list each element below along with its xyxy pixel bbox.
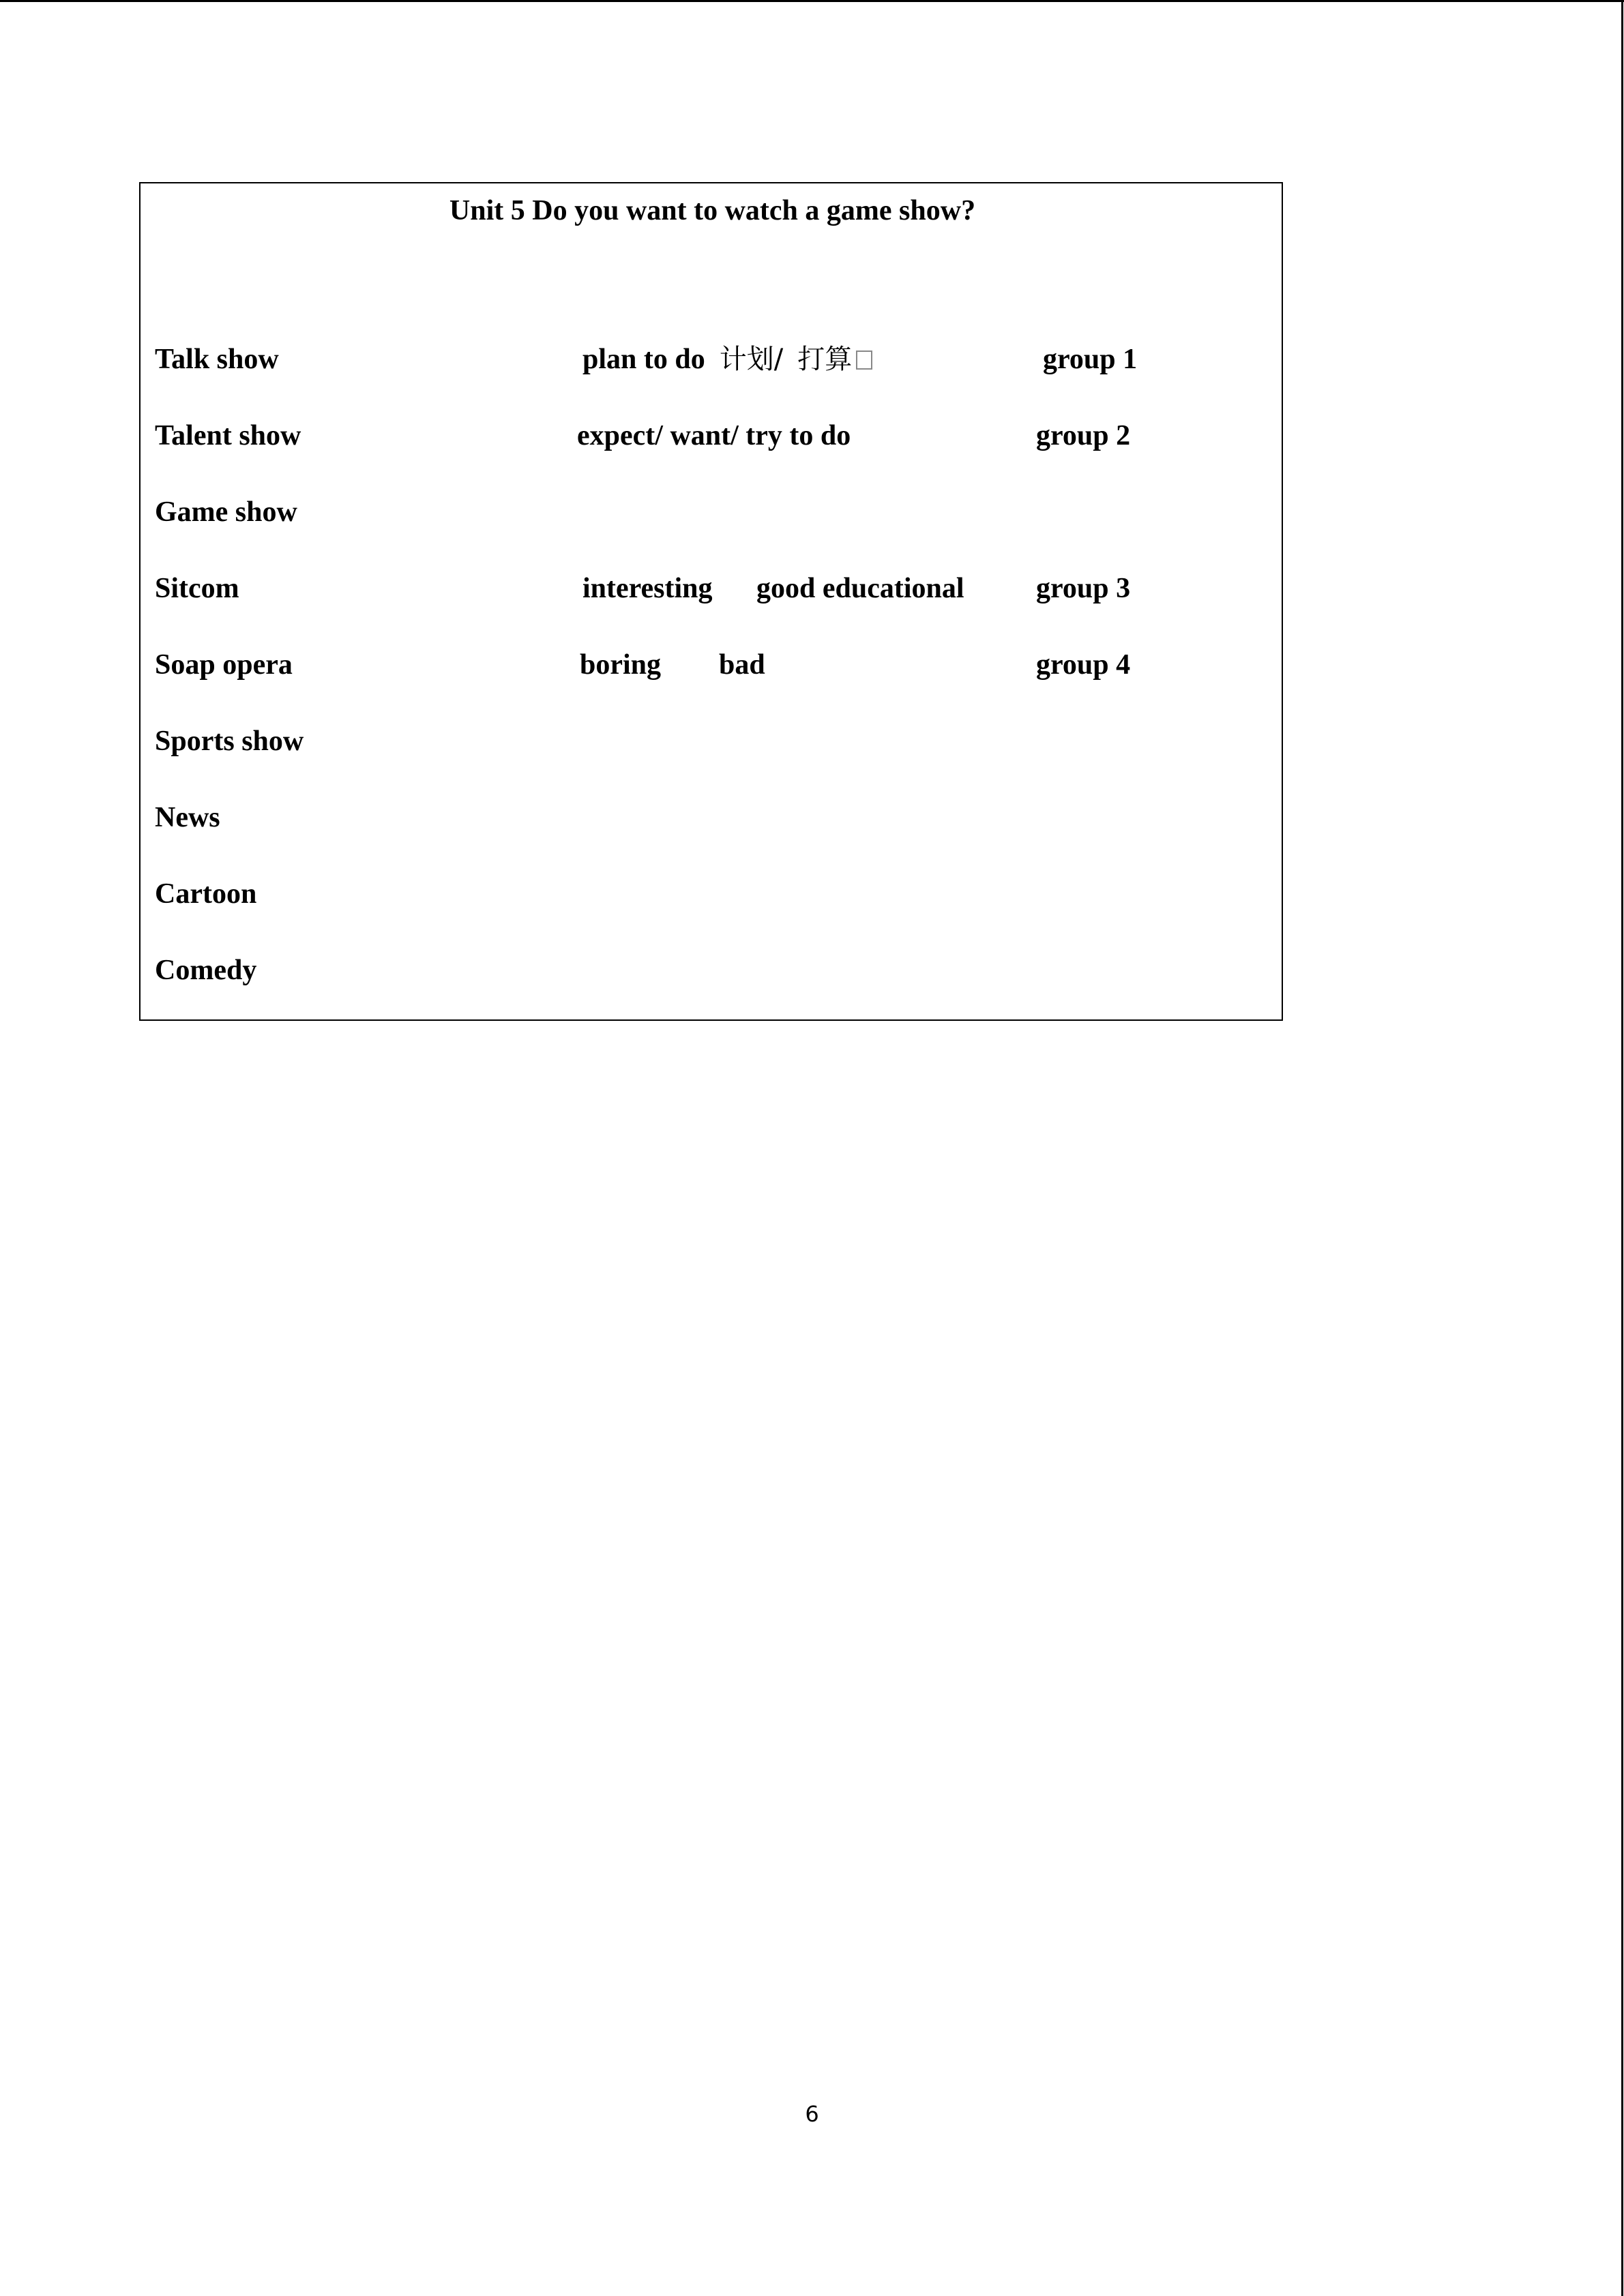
phrase-chinese-plan: 计划/: [719, 344, 784, 375]
group-label-2: group 2: [1036, 420, 1131, 451]
show-type-talk-show: Talk show: [155, 344, 279, 375]
group-label-3: group 3: [1036, 573, 1131, 604]
show-type-talent-show: Talent show: [155, 420, 301, 451]
group-label-4: group 4: [1036, 649, 1131, 681]
phrase-row-1: [582, 340, 872, 378]
page-number: 6: [805, 2101, 819, 2127]
phrase-plan-to-do: plan to do: [582, 344, 705, 375]
page-top-border: [0, 0, 1624, 2]
phrase-bad: bad: [719, 649, 765, 681]
phrase-good-educational: good educational: [756, 573, 964, 604]
phrase-expect-want-try: expect/ want/ try to do: [577, 420, 851, 451]
page-right-border: [1621, 0, 1623, 2296]
missing-glyph-box-icon: [856, 351, 872, 370]
show-type-sports-show: Sports show: [155, 726, 304, 757]
phrase-interesting: interesting: [582, 573, 713, 604]
phrase-chinese-intend: 打算: [797, 344, 853, 375]
content-box: [139, 182, 1283, 1021]
phrase-boring: boring: [580, 649, 662, 681]
group-label-1: group 1: [1043, 344, 1138, 375]
show-type-soap-opera: Soap opera: [155, 649, 293, 681]
show-type-news: News: [155, 802, 220, 833]
show-type-game-show: Game show: [155, 496, 297, 528]
show-type-cartoon: Cartoon: [155, 878, 257, 910]
show-type-comedy: Comedy: [155, 955, 257, 986]
document-title: Unit 5 Do you want to watch a game show?: [449, 195, 976, 226]
show-type-sitcom: Sitcom: [155, 573, 239, 604]
